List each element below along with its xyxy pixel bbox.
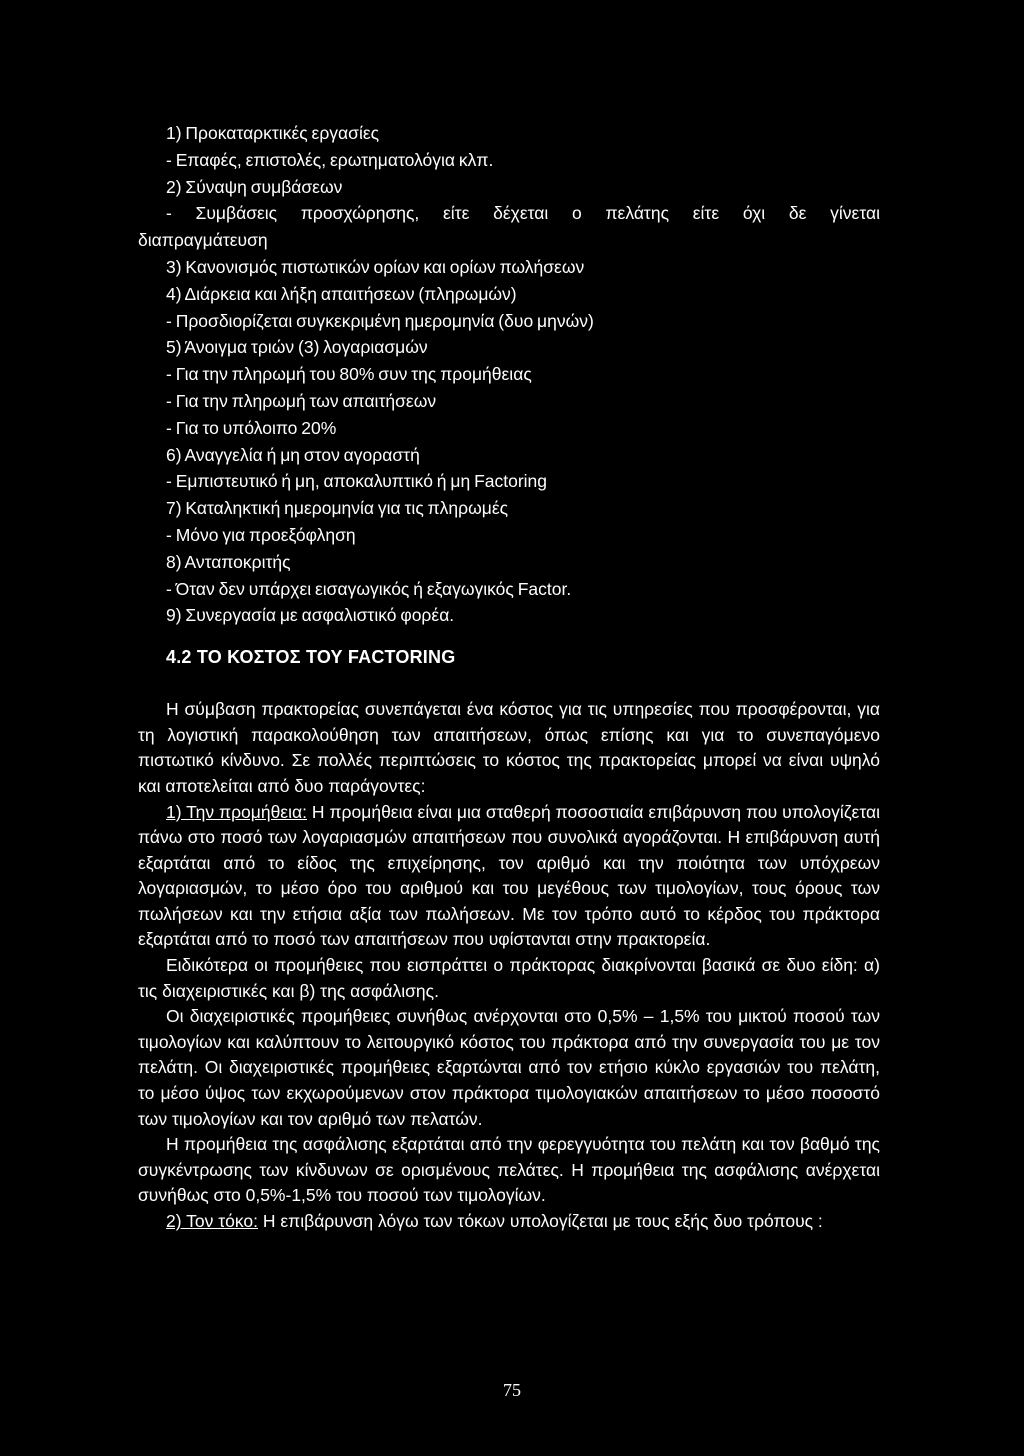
paragraph bbox=[138, 1209, 880, 1235]
list-item: - Όταν δεν υπάρχει εισαγωγικός ή εξαγωγικός Factor. bbox=[166, 578, 572, 599]
list-item: 1) Προκαταρκτικές εργασίες bbox=[166, 123, 380, 143]
list-item: - Μόνο για προεξόφληση bbox=[166, 524, 356, 545]
commission-label: 1) Την προμήθεια: bbox=[166, 801, 307, 822]
list-item: 8) Ανταποκριτής bbox=[166, 551, 291, 572]
list-item: 6) Αναγγελία ή μη στον αγοραστή bbox=[166, 444, 420, 465]
list-item: 5) Άνοιγμα τριών (3) λογαριασμών bbox=[166, 337, 428, 358]
paragraph: Ειδικότερα οι προμήθειες που εισπράττει ο πράκτορας διακρίνονται βασικά σε δυο είδη: α) τις διαχειριστικές και β) της ασφάλισης. bbox=[138, 955, 880, 1001]
list-item: - Για την πληρωμή των απαιτήσεων bbox=[166, 390, 437, 411]
list-item: 4) Διάρκεια και λήξη απαιτήσεων (πληρωμών) bbox=[166, 283, 517, 304]
list-item: - Συμβάσεις προσχώρησης, είτε δέχεται ο πελάτης είτε όχι δε γίνεται bbox=[166, 203, 880, 224]
list-item: - Επαφές, επιστολές, ερωτηματολόγια κλπ. bbox=[166, 149, 494, 170]
section-heading: 4.2 ΤΟ ΚΟΣΤΟΣ ΤΟΥ FACTORING bbox=[166, 647, 456, 668]
paragraph: Η σύμβαση πρακτορείας συνεπάγεται ένα κόστος για τις υπηρεσίες που προσφέρονται, για τη λογιστική παρακολούθηση των απαιτήσεων, όπως επίσης και για το συνεπαγόμενο πιστωτικό κίνδυνο. Σε πολλές περιπτώσεις το κόστος της πρακτορείας μπορεί να είναι υψηλό και αποτελείται από δυο παράγοντες: bbox=[138, 699, 880, 796]
list-item: 7) Καταληκτική ημερομηνία για τις πληρωμές bbox=[166, 498, 509, 519]
paragraph: Η προμήθεια της ασφάλισης εξαρτάται από την φερεγγυότητα του πελάτη και τον βαθμό της συγκέντρωσης των κίνδυνων σε ορισμένους πελάτες. Η προμήθεια της ασφάλισης ανέρχεται συνήθως στο 0,5%-1,5% του ποσού των τιμολογίων. bbox=[138, 1134, 880, 1206]
preliminary-list bbox=[138, 120, 880, 629]
list-item: - Για το υπόλοιπο 20% bbox=[166, 417, 337, 438]
list-item: 9) Συνεργασία με ασφαλιστικό φορέα. bbox=[166, 605, 455, 626]
page-content bbox=[138, 120, 880, 1235]
paragraph: Οι διαχειριστικές προμήθειες συνήθως ανέρχονται στο 0,5% – 1,5% του μικτού ποσού των τιμολογίων και καλύπτουν το λειτουργικό κόστος του πράκτορα από την συνεργασία του με τον πελάτη. Οι διαχειριστικές προμήθειες εξαρτώνται από τον ετήσιο κύκλο εργασιών του πελάτη, το μέσο ύψος των εκχωρούμενων στον πράκτορα τιμολογιακών απαιτήσεων το μέσο ποσοστό των τιμολογίων και τον αριθμό των πελατών. bbox=[138, 1006, 880, 1129]
list-item: 2) Σύναψη συμβάσεων bbox=[166, 176, 343, 197]
list-item: 3) Κανονισμός πιστωτικών ορίων και ορίων πωλήσεων bbox=[166, 256, 585, 277]
paragraph-text: Η προμήθεια είναι μια σταθερή ποσοστιαία επιβάρυνση που υπολογίζεται πάνω στο ποσό των λογαριασμών απαιτήσεων που συνολικά αγοράζονται. Η επιβάρυνση αυτή εξαρτάται από το είδος της επιχείρησης, τον αριθμό και την ποιότητα των υπόχρεων λογαριασμών, το μέσο όρο του αριθμού και του μεγέθους των τιμολογίων, τους όρους των πωλήσεων και την ετήσια αξία των πωλήσεων. Με τον τρόπο αυτό το κέρδος του πράκτορα εξαρτάται από το ποσό των απαιτήσεων που υφίστανται στην πρακτορεία. bbox=[138, 801, 881, 950]
interest-label: 2) Τον τόκο: bbox=[166, 1211, 258, 1232]
paragraph bbox=[138, 800, 880, 954]
list-item: - Εμπιστευτικό ή μη, αποκαλυπτικό ή μη Factoring bbox=[166, 471, 548, 492]
list-item: διαπραγμάτευση bbox=[138, 230, 268, 251]
list-item: - Προσδιορίζεται συγκεκριμένη ημερομηνία (δυο μηνών) bbox=[166, 310, 594, 331]
page-number: 75 bbox=[503, 1380, 521, 1400]
paragraph-text: Η επιβάρυνση λόγω των τόκων υπολογίζεται με τους εξής δυο τρόπους : bbox=[258, 1211, 823, 1232]
section-body bbox=[138, 697, 880, 1234]
list-item: - Για την πληρωμή του 80% συν της προμήθειας bbox=[166, 364, 532, 385]
